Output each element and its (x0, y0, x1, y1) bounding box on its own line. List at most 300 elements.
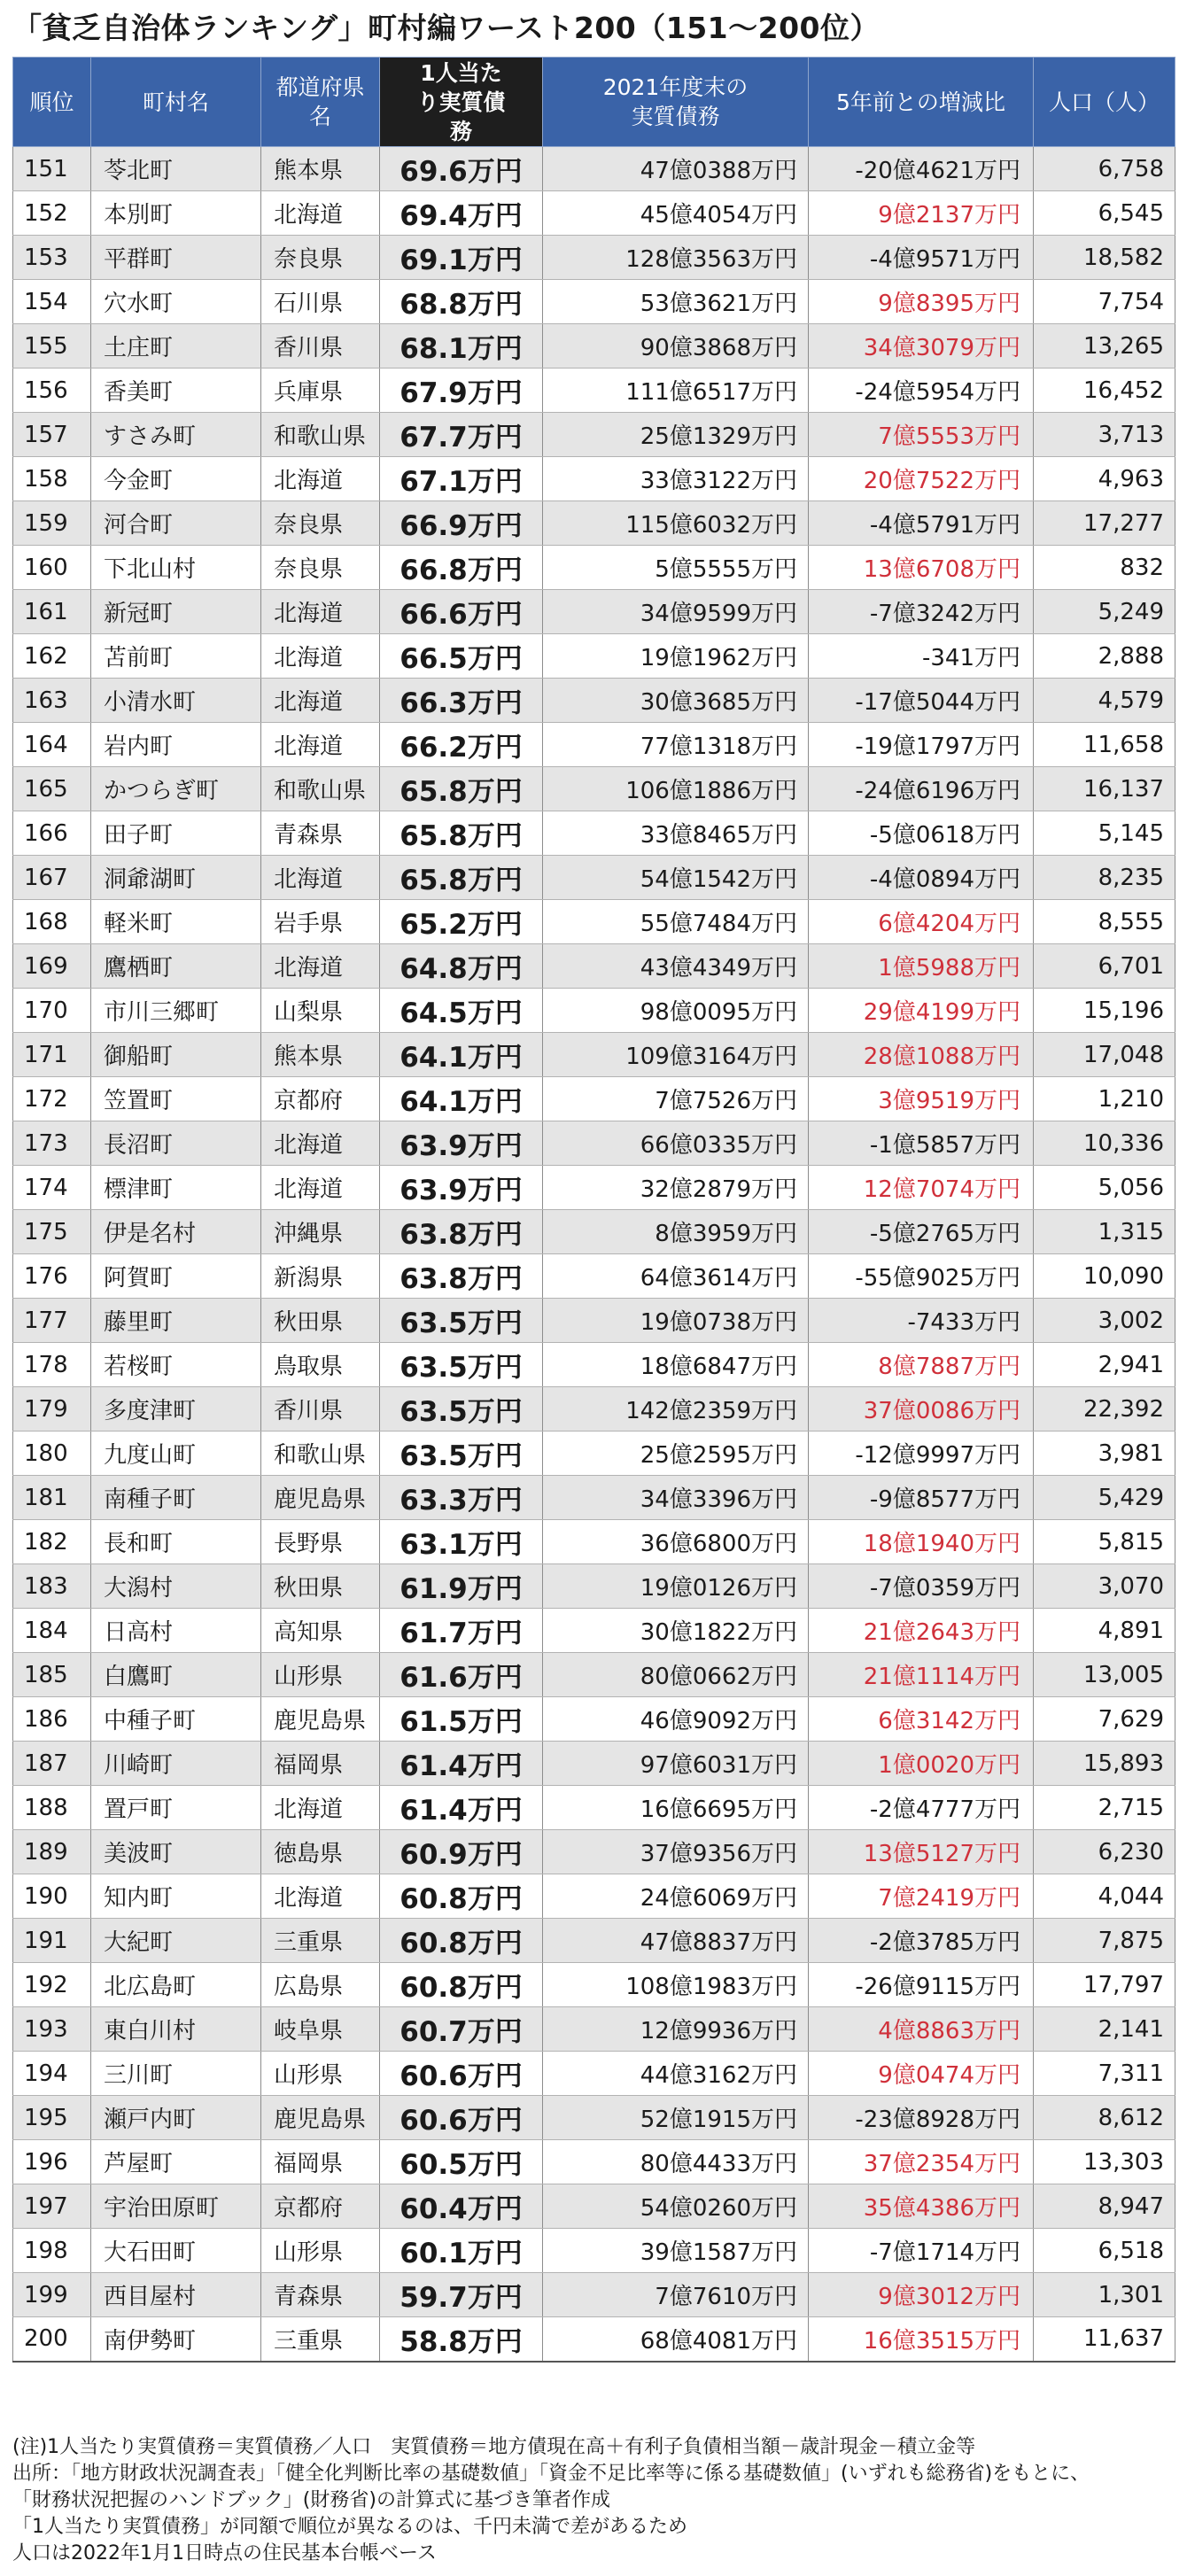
municipality-name-cell: 美波町 (91, 1830, 261, 1874)
real-debt-cell: 47億0388万円 (543, 147, 809, 191)
prefecture-cell: 北海道 (261, 634, 380, 679)
prefecture-cell: 山形県 (261, 2052, 380, 2096)
real-debt-cell: 80億0662万円 (543, 1653, 809, 1697)
table-row (13, 1033, 1175, 1077)
rank-cell: 165 (13, 767, 91, 811)
prefecture-cell: 熊本県 (261, 147, 380, 191)
population-cell: 4,891 (1034, 1609, 1175, 1653)
prefecture-cell: 北海道 (261, 1874, 380, 1919)
real-debt-cell: 68億4081万円 (543, 2317, 809, 2362)
population-cell: 832 (1034, 546, 1175, 590)
prefecture-cell: 広島県 (261, 1963, 380, 2007)
per-capita-debt-cell: 67.7万円 (380, 413, 543, 457)
population-cell: 1,315 (1034, 1210, 1175, 1254)
five-year-change-cell: 34億3079万円 (809, 324, 1034, 369)
five-year-change-cell: 20億7522万円 (809, 457, 1034, 501)
population-cell: 4,044 (1034, 1874, 1175, 1919)
table-row (13, 2229, 1175, 2273)
prefecture-cell: 兵庫県 (261, 369, 380, 413)
per-capita-debt-cell: 64.8万円 (380, 944, 543, 989)
municipality-name-cell: 本別町 (91, 191, 261, 236)
five-year-change-cell: -4億0894万円 (809, 856, 1034, 900)
five-year-change-cell: 6億4204万円 (809, 900, 1034, 944)
municipality-name-cell: 大潟村 (91, 1564, 261, 1609)
five-year-change-cell: -2億4777万円 (809, 1786, 1034, 1830)
municipality-name-cell: 長和町 (91, 1520, 261, 1564)
per-capita-debt-cell: 61.9万円 (380, 1564, 543, 1609)
population-cell: 5,249 (1034, 590, 1175, 634)
table-row (13, 856, 1175, 900)
five-year-change-cell: -341万円 (809, 634, 1034, 679)
municipality-name-cell: 小清水町 (91, 679, 261, 723)
rank-cell: 195 (13, 2096, 91, 2140)
population-cell: 5,056 (1034, 1166, 1175, 1210)
per-capita-debt-cell: 63.5万円 (380, 1299, 543, 1343)
prefecture-cell: 山形県 (261, 2229, 380, 2273)
table-row (13, 1343, 1175, 1387)
municipality-name-cell: 軽米町 (91, 900, 261, 944)
per-capita-debt-cell: 61.6万円 (380, 1653, 543, 1697)
population-cell: 3,070 (1034, 1564, 1175, 1609)
five-year-change-cell: 9億8395万円 (809, 280, 1034, 324)
rank-cell: 163 (13, 679, 91, 723)
five-year-change-cell: 3億9519万円 (809, 1077, 1034, 1121)
real-debt-cell: 7億7610万円 (543, 2273, 809, 2317)
municipality-name-cell: 大石田町 (91, 2229, 261, 2273)
table-row (13, 1874, 1175, 1919)
per-capita-debt-cell: 61.4万円 (380, 1786, 543, 1830)
population-cell: 13,303 (1034, 2140, 1175, 2184)
five-year-change-cell: 21億2643万円 (809, 1609, 1034, 1653)
rank-cell: 158 (13, 457, 91, 501)
five-year-change-cell: -26億9115万円 (809, 1963, 1034, 2007)
five-year-change-cell: 28億1088万円 (809, 1033, 1034, 1077)
real-debt-cell: 44億3162万円 (543, 2052, 809, 2096)
rank-cell: 194 (13, 2052, 91, 2096)
prefecture-cell: 香川県 (261, 1387, 380, 1432)
real-debt-cell: 30億3685万円 (543, 679, 809, 723)
per-capita-debt-cell: 64.1万円 (380, 1033, 543, 1077)
real-debt-cell: 19億0126万円 (543, 1564, 809, 1609)
real-debt-cell: 98億0095万円 (543, 989, 809, 1033)
municipality-name-cell: 瀬戸内町 (91, 2096, 261, 2140)
table-row (13, 191, 1175, 236)
table-row (13, 1697, 1175, 1742)
rank-cell: 167 (13, 856, 91, 900)
real-debt-cell: 8億3959万円 (543, 1210, 809, 1254)
municipality-name-cell: 東白川村 (91, 2007, 261, 2052)
real-debt-cell: 53億3621万円 (543, 280, 809, 324)
municipality-name-cell: 南種子町 (91, 1476, 261, 1520)
real-debt-cell: 33億8465万円 (543, 811, 809, 856)
municipality-name-cell: 藤里町 (91, 1299, 261, 1343)
population-cell: 17,048 (1034, 1033, 1175, 1077)
prefecture-cell: 北海道 (261, 191, 380, 236)
population-cell: 11,637 (1034, 2317, 1175, 2362)
table-row (13, 1077, 1175, 1121)
rank-cell: 166 (13, 811, 91, 856)
rank-cell: 199 (13, 2273, 91, 2317)
header-population: 人口（人） (1034, 58, 1175, 147)
table-row (13, 2184, 1175, 2229)
population-cell: 6,230 (1034, 1830, 1175, 1874)
rank-cell: 170 (13, 989, 91, 1033)
table-row (13, 590, 1175, 634)
five-year-change-cell: -9億8577万円 (809, 1476, 1034, 1520)
prefecture-cell: 和歌山県 (261, 767, 380, 811)
population-cell: 15,893 (1034, 1742, 1175, 1786)
table-row (13, 413, 1175, 457)
population-cell: 22,392 (1034, 1387, 1175, 1432)
population-cell: 3,713 (1034, 413, 1175, 457)
real-debt-cell: 24億6069万円 (543, 1874, 809, 1919)
five-year-change-cell: 1億5988万円 (809, 944, 1034, 989)
rank-cell: 159 (13, 501, 91, 546)
table-row (13, 236, 1175, 280)
five-year-change-cell: 9億3012万円 (809, 2273, 1034, 2317)
real-debt-cell: 34億9599万円 (543, 590, 809, 634)
five-year-change-cell: -23億8928万円 (809, 2096, 1034, 2140)
rank-cell: 188 (13, 1786, 91, 1830)
five-year-change-cell: 1億0020万円 (809, 1742, 1034, 1786)
table-row (13, 280, 1175, 324)
municipality-name-cell: 御船町 (91, 1033, 261, 1077)
per-capita-debt-cell: 65.8万円 (380, 856, 543, 900)
five-year-change-cell: -2億3785万円 (809, 1919, 1034, 1963)
per-capita-debt-cell: 63.8万円 (380, 1210, 543, 1254)
municipality-name-cell: 白鷹町 (91, 1653, 261, 1697)
per-capita-debt-cell: 69.4万円 (380, 191, 543, 236)
population-cell: 8,555 (1034, 900, 1175, 944)
real-debt-cell: 34億3396万円 (543, 1476, 809, 1520)
table-row (13, 767, 1175, 811)
table-row (13, 1564, 1175, 1609)
rank-cell: 171 (13, 1033, 91, 1077)
municipality-name-cell: 長沼町 (91, 1121, 261, 1166)
real-debt-cell: 46億9092万円 (543, 1697, 809, 1742)
real-debt-cell: 32億2879万円 (543, 1166, 809, 1210)
prefecture-cell: 鳥取県 (261, 1343, 380, 1387)
population-cell: 7,875 (1034, 1919, 1175, 1963)
prefecture-cell: 鹿児島県 (261, 2096, 380, 2140)
table-row (13, 679, 1175, 723)
per-capita-debt-cell: 65.8万円 (380, 811, 543, 856)
five-year-change-cell: 13億6708万円 (809, 546, 1034, 590)
real-debt-cell: 64億3614万円 (543, 1254, 809, 1299)
table-row (13, 2317, 1175, 2362)
table-row (13, 1653, 1175, 1697)
real-debt-cell: 16億6695万円 (543, 1786, 809, 1830)
table-row (13, 1609, 1175, 1653)
table-row (13, 1387, 1175, 1432)
rank-cell: 181 (13, 1476, 91, 1520)
population-cell: 13,265 (1034, 324, 1175, 369)
municipality-name-cell: 三川町 (91, 2052, 261, 2096)
per-capita-debt-cell: 63.1万円 (380, 1520, 543, 1564)
prefecture-cell: 岩手県 (261, 900, 380, 944)
population-cell: 3,002 (1034, 1299, 1175, 1343)
table-row (13, 2140, 1175, 2184)
rank-cell: 168 (13, 900, 91, 944)
rank-cell: 152 (13, 191, 91, 236)
rank-cell: 186 (13, 1697, 91, 1742)
rank-cell: 196 (13, 2140, 91, 2184)
five-year-change-cell: 9億0474万円 (809, 2052, 1034, 2096)
five-year-change-cell: 7億2419万円 (809, 1874, 1034, 1919)
prefecture-cell: 長野県 (261, 1520, 380, 1564)
municipality-name-cell: 今金町 (91, 457, 261, 501)
municipality-name-cell: 笠置町 (91, 1077, 261, 1121)
per-capita-debt-cell: 66.3万円 (380, 679, 543, 723)
population-cell: 2,715 (1034, 1786, 1175, 1830)
real-debt-cell: 19億0738万円 (543, 1299, 809, 1343)
rank-cell: 200 (13, 2317, 91, 2362)
five-year-change-cell: 37億0086万円 (809, 1387, 1034, 1432)
table-row (13, 1830, 1175, 1874)
population-cell: 3,981 (1034, 1432, 1175, 1476)
prefecture-cell: 山梨県 (261, 989, 380, 1033)
municipality-name-cell: 苫前町 (91, 634, 261, 679)
table-row (13, 634, 1175, 679)
page-title: 「貧乏自治体ランキング」町村編ワースト200（151〜200位） (12, 11, 881, 45)
rank-cell: 151 (13, 147, 91, 191)
real-debt-cell: 106億1886万円 (543, 767, 809, 811)
table-row (13, 989, 1175, 1033)
five-year-change-cell: 4億8863万円 (809, 2007, 1034, 2052)
five-year-change-cell: -7億0359万円 (809, 1564, 1034, 1609)
table-row (13, 1963, 1175, 2007)
municipality-name-cell: 北広島町 (91, 1963, 261, 2007)
real-debt-cell: 66億0335万円 (543, 1121, 809, 1166)
rank-cell: 162 (13, 634, 91, 679)
municipality-name-cell: 苓北町 (91, 147, 261, 191)
five-year-change-cell: -4億5791万円 (809, 501, 1034, 546)
population-cell: 8,612 (1034, 2096, 1175, 2140)
five-year-change-cell: 37億2354万円 (809, 2140, 1034, 2184)
municipality-name-cell: 川崎町 (91, 1742, 261, 1786)
prefecture-cell: 奈良県 (261, 501, 380, 546)
prefecture-cell: 和歌山県 (261, 413, 380, 457)
population-cell: 5,815 (1034, 1520, 1175, 1564)
municipality-name-cell: 標津町 (91, 1166, 261, 1210)
per-capita-debt-cell: 60.9万円 (380, 1830, 543, 1874)
population-cell: 1,301 (1034, 2273, 1175, 2317)
prefecture-cell: 鹿児島県 (261, 1476, 380, 1520)
per-capita-debt-cell: 66.8万円 (380, 546, 543, 590)
per-capita-debt-cell: 61.5万円 (380, 1697, 543, 1742)
prefecture-cell: 山形県 (261, 1653, 380, 1697)
population-cell: 18,582 (1034, 236, 1175, 280)
table-row (13, 1432, 1175, 1476)
population-cell: 8,235 (1034, 856, 1175, 900)
rank-cell: 182 (13, 1520, 91, 1564)
prefecture-cell: 熊本県 (261, 1033, 380, 1077)
five-year-change-cell: -24億5954万円 (809, 369, 1034, 413)
five-year-change-cell: -19億1797万円 (809, 723, 1034, 767)
prefecture-cell: 青森県 (261, 811, 380, 856)
prefecture-cell: 奈良県 (261, 236, 380, 280)
population-cell: 1,210 (1034, 1077, 1175, 1121)
prefecture-cell: 北海道 (261, 1786, 380, 1830)
per-capita-debt-cell: 68.8万円 (380, 280, 543, 324)
real-debt-cell: 39億1587万円 (543, 2229, 809, 2273)
footnote-line: 「1人当たり実質債務」が同額で順位が異なるのは、千円未満で差があるため (12, 2516, 687, 2538)
header-change: 5年前との増減比 (809, 58, 1034, 147)
municipality-name-cell: 芦屋町 (91, 2140, 261, 2184)
population-cell: 11,658 (1034, 723, 1175, 767)
rank-cell: 197 (13, 2184, 91, 2229)
municipality-name-cell: 大紀町 (91, 1919, 261, 1963)
municipality-name-cell: 下北山村 (91, 546, 261, 590)
rank-cell: 174 (13, 1166, 91, 1210)
rank-cell: 155 (13, 324, 91, 369)
per-capita-debt-cell: 58.8万円 (380, 2317, 543, 2362)
rank-cell: 176 (13, 1254, 91, 1299)
prefecture-cell: 北海道 (261, 679, 380, 723)
prefecture-cell: 鹿児島県 (261, 1697, 380, 1742)
real-debt-cell: 80億4433万円 (543, 2140, 809, 2184)
prefecture-cell: 香川県 (261, 324, 380, 369)
per-capita-debt-cell: 60.5万円 (380, 2140, 543, 2184)
municipality-name-cell: 中種子町 (91, 1697, 261, 1742)
municipality-name-cell: 河合町 (91, 501, 261, 546)
per-capita-debt-cell: 59.7万円 (380, 2273, 543, 2317)
table-row (13, 1476, 1175, 1520)
population-cell: 16,452 (1034, 369, 1175, 413)
five-year-change-cell: -4億9571万円 (809, 236, 1034, 280)
municipality-name-cell: 土庄町 (91, 324, 261, 369)
table-row (13, 723, 1175, 767)
prefecture-cell: 高知県 (261, 1609, 380, 1653)
prefecture-cell: 福岡県 (261, 1742, 380, 1786)
population-cell: 10,090 (1034, 1254, 1175, 1299)
real-debt-cell: 55億7484万円 (543, 900, 809, 944)
per-capita-debt-cell: 66.6万円 (380, 590, 543, 634)
prefecture-cell: 三重県 (261, 1919, 380, 1963)
table-row (13, 1786, 1175, 1830)
rank-cell: 190 (13, 1874, 91, 1919)
population-cell: 6,545 (1034, 191, 1175, 236)
per-capita-debt-cell: 66.2万円 (380, 723, 543, 767)
per-capita-debt-cell: 69.1万円 (380, 236, 543, 280)
municipality-name-cell: 西目屋村 (91, 2273, 261, 2317)
header-name: 町村名 (91, 58, 261, 147)
rank-cell: 156 (13, 369, 91, 413)
rank-cell: 164 (13, 723, 91, 767)
real-debt-cell: 54億0260万円 (543, 2184, 809, 2229)
prefecture-cell: 北海道 (261, 457, 380, 501)
five-year-change-cell: -7433万円 (809, 1299, 1034, 1343)
rank-cell: 189 (13, 1830, 91, 1874)
per-capita-debt-cell: 63.8万円 (380, 1254, 543, 1299)
five-year-change-cell: -24億6196万円 (809, 767, 1034, 811)
municipality-name-cell: すさみ町 (91, 413, 261, 457)
prefecture-cell: 北海道 (261, 856, 380, 900)
municipality-name-cell: 岩内町 (91, 723, 261, 767)
five-year-change-cell: -7億1714万円 (809, 2229, 1034, 2273)
five-year-change-cell: -17億5044万円 (809, 679, 1034, 723)
real-debt-cell: 111億6517万円 (543, 369, 809, 413)
five-year-change-cell: -12億9997万円 (809, 1432, 1034, 1476)
five-year-change-cell: -55億9025万円 (809, 1254, 1034, 1299)
real-debt-cell: 18億6847万円 (543, 1343, 809, 1387)
municipality-name-cell: 鷹栖町 (91, 944, 261, 989)
municipality-name-cell: 宇治田原町 (91, 2184, 261, 2229)
rank-cell: 161 (13, 590, 91, 634)
real-debt-cell: 12億9936万円 (543, 2007, 809, 2052)
rank-cell: 180 (13, 1432, 91, 1476)
prefecture-cell: 北海道 (261, 723, 380, 767)
prefecture-cell: 和歌山県 (261, 1432, 380, 1476)
per-capita-debt-cell: 64.1万円 (380, 1077, 543, 1121)
municipality-name-cell: 平群町 (91, 236, 261, 280)
five-year-change-cell: 35億4386万円 (809, 2184, 1034, 2229)
population-cell: 5,145 (1034, 811, 1175, 856)
real-debt-cell: 109億3164万円 (543, 1033, 809, 1077)
real-debt-cell: 142億2359万円 (543, 1387, 809, 1432)
five-year-change-cell: 18億1940万円 (809, 1520, 1034, 1564)
per-capita-debt-cell: 60.4万円 (380, 2184, 543, 2229)
population-cell: 2,141 (1034, 2007, 1175, 2052)
rank-cell: 179 (13, 1387, 91, 1432)
footnote-line: 「財務状況把握のハンドブック」(財務省)の計算式に基づき筆者作成 (12, 2489, 610, 2511)
municipality-name-cell: 穴水町 (91, 280, 261, 324)
five-year-change-cell: -20億4621万円 (809, 147, 1034, 191)
per-capita-debt-cell: 63.5万円 (380, 1432, 543, 1476)
population-cell: 2,941 (1034, 1343, 1175, 1387)
prefecture-cell: 北海道 (261, 944, 380, 989)
real-debt-cell: 108億1983万円 (543, 1963, 809, 2007)
header-pref: 都道府県名 (261, 58, 380, 147)
per-capita-debt-cell: 68.1万円 (380, 324, 543, 369)
prefecture-cell: 岐阜県 (261, 2007, 380, 2052)
per-capita-debt-cell: 60.8万円 (380, 1874, 543, 1919)
prefecture-cell: 青森県 (261, 2273, 380, 2317)
table-row (13, 324, 1175, 369)
five-year-change-cell: -7億3242万円 (809, 590, 1034, 634)
table-row (13, 546, 1175, 590)
rank-cell: 191 (13, 1919, 91, 1963)
rank-cell: 157 (13, 413, 91, 457)
real-debt-cell: 45億4054万円 (543, 191, 809, 236)
table-row (13, 900, 1175, 944)
real-debt-cell: 52億1915万円 (543, 2096, 809, 2140)
per-capita-debt-cell: 61.7万円 (380, 1609, 543, 1653)
footnote-line: 出所：「地方財政状況調査表」「健全化判断比率の基礎数値」「資金不足比率等に係る基礎数値」(いずれも総務省)をもとに、 (12, 2463, 1090, 2485)
per-capita-debt-cell: 60.7万円 (380, 2007, 543, 2052)
population-cell: 17,797 (1034, 1963, 1175, 2007)
per-capita-debt-cell: 69.6万円 (380, 147, 543, 191)
population-cell: 10,336 (1034, 1121, 1175, 1166)
per-capita-debt-cell: 63.9万円 (380, 1166, 543, 1210)
per-capita-debt-cell: 60.6万円 (380, 2052, 543, 2096)
table-row (13, 1254, 1175, 1299)
real-debt-cell: 25億2595万円 (543, 1432, 809, 1476)
population-cell: 4,963 (1034, 457, 1175, 501)
rank-cell: 172 (13, 1077, 91, 1121)
municipality-name-cell: 置戸町 (91, 1786, 261, 1830)
five-year-change-cell: 16億3515万円 (809, 2317, 1034, 2362)
population-cell: 6,758 (1034, 147, 1175, 191)
municipality-name-cell: 伊是名村 (91, 1210, 261, 1254)
population-cell: 15,196 (1034, 989, 1175, 1033)
five-year-change-cell: 9億2137万円 (809, 191, 1034, 236)
population-cell: 6,518 (1034, 2229, 1175, 2273)
prefecture-cell: 北海道 (261, 1166, 380, 1210)
population-cell: 7,754 (1034, 280, 1175, 324)
header-per-capita: 1人当たり実質債務 (380, 58, 543, 147)
municipality-name-cell: 日高村 (91, 1609, 261, 1653)
